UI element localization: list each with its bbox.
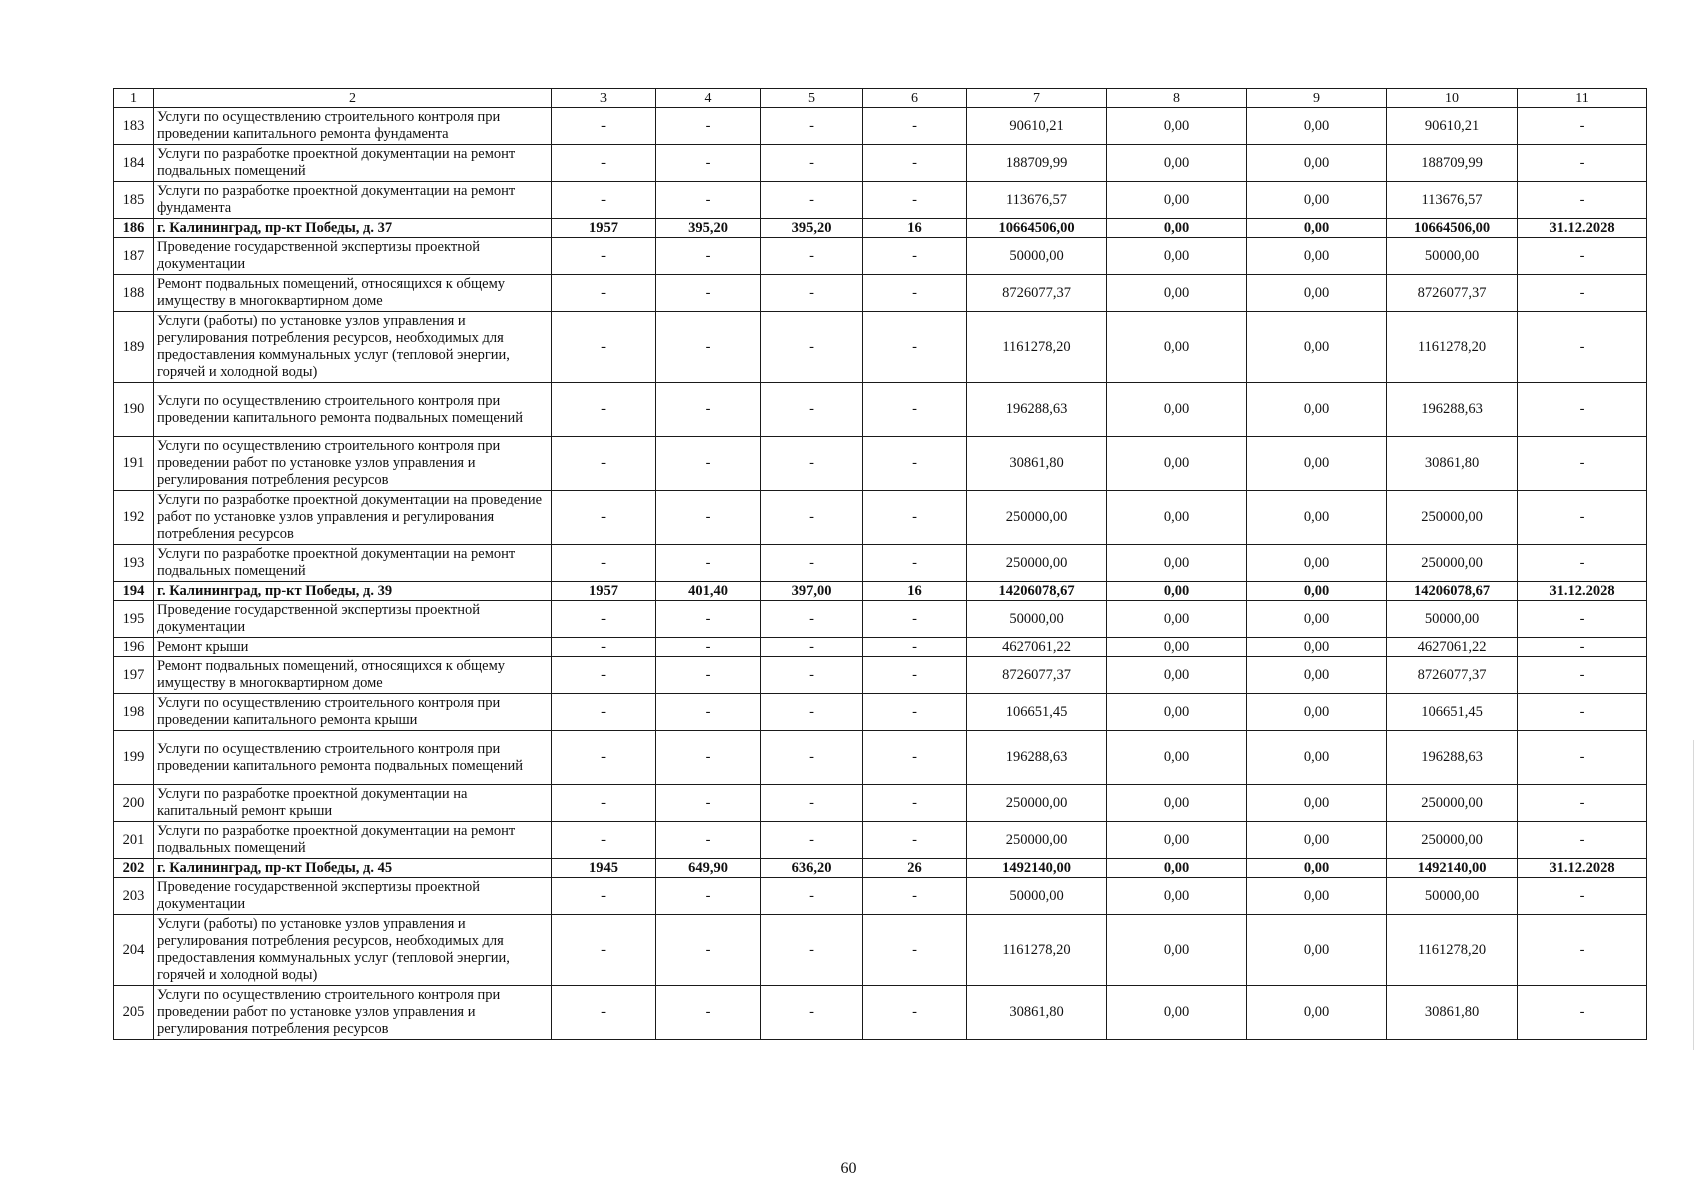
col-3-value: - [552,238,656,275]
col-8-value: 0,00 [1107,275,1247,312]
col-8-value: 0,00 [1107,878,1247,915]
col-4-value: - [656,915,761,986]
col-6-value: - [863,822,967,859]
col-3-value: - [552,182,656,219]
col-4-value: - [656,108,761,145]
page-number: 60 [840,1160,857,1177]
col-4-value: - [656,275,761,312]
col-3-value: - [552,545,656,582]
address-row [114,859,1647,878]
col-9-value: 0,00 [1247,694,1387,731]
work-description: г. Калининград, пр-кт Победы, д. 45 [154,859,552,878]
col-9-value: 0,00 [1247,238,1387,275]
col-7-cost: 188709,99 [967,145,1107,182]
col-10-cost: 250000,00 [1387,491,1518,545]
col-4-value: - [656,986,761,1040]
row-index: 203 [114,878,154,915]
col-5-value: - [761,238,863,275]
column-number-3: 3 [552,89,656,108]
col-7-cost: 30861,80 [967,437,1107,491]
col-6-value: 26 [863,859,967,878]
work-description: Ремонт крыши [154,638,552,657]
table-row [114,491,1647,545]
col-4-value: - [656,694,761,731]
col-11-deadline: 31.12.2028 [1518,219,1647,238]
column-number-7: 7 [967,89,1107,108]
col-8-value: 0,00 [1107,219,1247,238]
table-row [114,108,1647,145]
col-5-value: - [761,822,863,859]
col-11-deadline: - [1518,986,1647,1040]
col-4-value: - [656,657,761,694]
col-10-cost: 196288,63 [1387,731,1518,785]
col-6-value: - [863,491,967,545]
col-4-value: - [656,312,761,383]
col-5-value: - [761,108,863,145]
col-9-value: 0,00 [1247,986,1387,1040]
col-8-value: 0,00 [1107,915,1247,986]
col-4-value: - [656,545,761,582]
work-description: Услуги по осуществлению строительного контроля при проведении капитального ремонта крыши [154,694,552,731]
column-number-8: 8 [1107,89,1247,108]
row-index: 198 [114,694,154,731]
work-description: Проведение государственной экспертизы проектной документации [154,601,552,638]
row-index: 201 [114,822,154,859]
col-5-value: - [761,986,863,1040]
col-11-deadline: - [1518,601,1647,638]
row-index: 193 [114,545,154,582]
col-4-value: - [656,822,761,859]
work-description: Услуги по осуществлению строительного контроля при проведении капитального ремонта подвальных помещений [154,383,552,437]
col-8-value: 0,00 [1107,238,1247,275]
col-3-value: - [552,108,656,145]
col-7-cost: 1161278,20 [967,312,1107,383]
column-number-row [114,89,1647,108]
col-6-value: - [863,312,967,383]
col-11-deadline: - [1518,785,1647,822]
col-6-value: - [863,915,967,986]
col-8-value: 0,00 [1107,822,1247,859]
col-8-value: 0,00 [1107,657,1247,694]
col-9-value: 0,00 [1247,312,1387,383]
col-8-value: 0,00 [1107,545,1247,582]
work-description: Услуги по разработке проектной документации на ремонт подвальных помещений [154,145,552,182]
col-7-cost: 250000,00 [967,545,1107,582]
col-3-value: - [552,878,656,915]
col-5-value: - [761,785,863,822]
table-row [114,182,1647,219]
col-3-value: - [552,383,656,437]
work-description: Ремонт подвальных помещений, относящихся к общему имуществу в многоквартирном доме [154,275,552,312]
col-5-value: - [761,437,863,491]
col-3-value: - [552,491,656,545]
col-10-cost: 14206078,67 [1387,582,1518,601]
col-3-value: - [552,145,656,182]
table-row [114,383,1647,437]
col-7-cost: 10664506,00 [967,219,1107,238]
col-3-value: 1945 [552,859,656,878]
col-10-cost: 50000,00 [1387,238,1518,275]
col-4-value: - [656,437,761,491]
row-index: 188 [114,275,154,312]
table-row [114,638,1647,657]
col-9-value: 0,00 [1247,491,1387,545]
scan-edge-mark [1693,740,1694,1050]
col-9-value: 0,00 [1247,822,1387,859]
col-6-value: - [863,108,967,145]
col-6-value: - [863,601,967,638]
col-11-deadline: - [1518,108,1647,145]
work-description: Проведение государственной экспертизы проектной документации [154,878,552,915]
address-row [114,582,1647,601]
column-number-1: 1 [114,89,154,108]
col-3-value: - [552,986,656,1040]
work-description: Услуги (работы) по установке узлов управления и регулирования потребления ресурсов, необходимых для предоставления коммунальных услуг (тепловой энергии, горячей и холодной воды) [154,915,552,986]
col-11-deadline: - [1518,545,1647,582]
col-6-value: - [863,275,967,312]
table-row [114,657,1647,694]
table-header [114,89,1647,108]
col-8-value: 0,00 [1107,582,1247,601]
col-4-value: 649,90 [656,859,761,878]
col-6-value: - [863,545,967,582]
col-6-value: 16 [863,219,967,238]
col-10-cost: 250000,00 [1387,785,1518,822]
col-4-value: - [656,731,761,785]
column-number-11: 11 [1518,89,1647,108]
col-6-value: - [863,182,967,219]
col-7-cost: 90610,21 [967,108,1107,145]
work-description: Услуги по осуществлению строительного контроля при проведении капитального ремонта подвальных помещений [154,731,552,785]
col-10-cost: 30861,80 [1387,986,1518,1040]
work-description: Услуги по разработке проектной документации на ремонт фундамента [154,182,552,219]
col-7-cost: 30861,80 [967,986,1107,1040]
col-10-cost: 8726077,37 [1387,275,1518,312]
col-10-cost: 1161278,20 [1387,915,1518,986]
col-6-value: - [863,694,967,731]
col-9-value: 0,00 [1247,219,1387,238]
col-8-value: 0,00 [1107,182,1247,219]
work-description: Услуги по разработке проектной документации на ремонт подвальных помещений [154,822,552,859]
col-9-value: 0,00 [1247,657,1387,694]
col-11-deadline: - [1518,731,1647,785]
col-11-deadline: 31.12.2028 [1518,582,1647,601]
col-9-value: 0,00 [1247,915,1387,986]
col-8-value: 0,00 [1107,694,1247,731]
column-number-5: 5 [761,89,863,108]
col-5-value: 395,20 [761,219,863,238]
col-10-cost: 1492140,00 [1387,859,1518,878]
col-7-cost: 1492140,00 [967,859,1107,878]
table-row [114,601,1647,638]
row-index: 189 [114,312,154,383]
col-10-cost: 50000,00 [1387,601,1518,638]
col-8-value: 0,00 [1107,601,1247,638]
col-9-value: 0,00 [1247,182,1387,219]
row-index: 195 [114,601,154,638]
table-row [114,238,1647,275]
col-11-deadline: - [1518,491,1647,545]
col-11-deadline: - [1518,878,1647,915]
column-number-6: 6 [863,89,967,108]
col-6-value: - [863,986,967,1040]
col-11-deadline: - [1518,182,1647,219]
col-4-value: 401,40 [656,582,761,601]
col-8-value: 0,00 [1107,859,1247,878]
row-index: 184 [114,145,154,182]
table-row [114,878,1647,915]
col-11-deadline: - [1518,657,1647,694]
col-7-cost: 196288,63 [967,731,1107,785]
col-6-value: - [863,785,967,822]
row-index: 183 [114,108,154,145]
col-5-value: - [761,545,863,582]
col-6-value: 16 [863,582,967,601]
table-row [114,915,1647,986]
col-11-deadline: - [1518,312,1647,383]
col-7-cost: 14206078,67 [967,582,1107,601]
col-3-value: - [552,601,656,638]
col-9-value: 0,00 [1247,731,1387,785]
row-index: 204 [114,915,154,986]
col-9-value: 0,00 [1247,437,1387,491]
col-3-value: 1957 [552,582,656,601]
table-row [114,822,1647,859]
col-10-cost: 8726077,37 [1387,657,1518,694]
work-description: Услуги по разработке проектной документации на проведение работ по установке узлов управления и регулирования потребления ресурсов [154,491,552,545]
col-11-deadline: 31.12.2028 [1518,859,1647,878]
col-6-value: - [863,731,967,785]
col-3-value: - [552,915,656,986]
address-row [114,219,1647,238]
col-5-value: - [761,383,863,437]
row-index: 185 [114,182,154,219]
work-description: г. Калининград, пр-кт Победы, д. 37 [154,219,552,238]
col-9-value: 0,00 [1247,601,1387,638]
table-row [114,545,1647,582]
col-3-value: - [552,312,656,383]
col-5-value: - [761,275,863,312]
col-7-cost: 196288,63 [967,383,1107,437]
col-4-value: - [656,785,761,822]
col-8-value: 0,00 [1107,437,1247,491]
work-description: Ремонт подвальных помещений, относящихся к общему имуществу в многоквартирном доме [154,657,552,694]
col-8-value: 0,00 [1107,785,1247,822]
column-number-9: 9 [1247,89,1387,108]
col-6-value: - [863,638,967,657]
col-10-cost: 10664506,00 [1387,219,1518,238]
col-3-value: - [552,275,656,312]
col-6-value: - [863,437,967,491]
col-9-value: 0,00 [1247,545,1387,582]
work-description: Услуги по разработке проектной документации на капитальный ремонт крыши [154,785,552,822]
col-8-value: 0,00 [1107,108,1247,145]
col-10-cost: 50000,00 [1387,878,1518,915]
table-row [114,275,1647,312]
work-description: г. Калининград, пр-кт Победы, д. 39 [154,582,552,601]
col-3-value: 1957 [552,219,656,238]
work-description: Проведение государственной экспертизы проектной документации [154,238,552,275]
col-5-value: 397,00 [761,582,863,601]
col-9-value: 0,00 [1247,878,1387,915]
col-7-cost: 113676,57 [967,182,1107,219]
col-11-deadline: - [1518,238,1647,275]
col-7-cost: 50000,00 [967,878,1107,915]
col-8-value: 0,00 [1107,731,1247,785]
col-9-value: 0,00 [1247,383,1387,437]
col-11-deadline: - [1518,822,1647,859]
col-5-value: - [761,694,863,731]
col-11-deadline: - [1518,145,1647,182]
col-4-value: - [656,491,761,545]
col-10-cost: 250000,00 [1387,545,1518,582]
col-5-value: - [761,915,863,986]
col-3-value: - [552,694,656,731]
column-number-10: 10 [1387,89,1518,108]
col-7-cost: 250000,00 [967,491,1107,545]
table-row [114,312,1647,383]
col-11-deadline: - [1518,638,1647,657]
col-5-value: 636,20 [761,859,863,878]
col-9-value: 0,00 [1247,108,1387,145]
col-5-value: - [761,182,863,219]
col-4-value: - [656,145,761,182]
row-index: 196 [114,638,154,657]
col-4-value: - [656,601,761,638]
work-description: Услуги по осуществлению строительного контроля при проведении работ по установке узлов управления и регулирования потребления ресурсов [154,986,552,1040]
col-10-cost: 196288,63 [1387,383,1518,437]
col-3-value: - [552,822,656,859]
col-7-cost: 50000,00 [967,601,1107,638]
col-4-value: - [656,638,761,657]
row-index: 200 [114,785,154,822]
col-9-value: 0,00 [1247,638,1387,657]
col-5-value: - [761,731,863,785]
col-10-cost: 90610,21 [1387,108,1518,145]
col-10-cost: 113676,57 [1387,182,1518,219]
work-description: Услуги по осуществлению строительного контроля при проведении работ по установке узлов управления и регулирования потребления ресурсов [154,437,552,491]
col-4-value: - [656,383,761,437]
col-9-value: 0,00 [1247,785,1387,822]
col-7-cost: 8726077,37 [967,275,1107,312]
row-index: 190 [114,383,154,437]
table-row [114,785,1647,822]
col-8-value: 0,00 [1107,638,1247,657]
row-index: 202 [114,859,154,878]
col-11-deadline: - [1518,383,1647,437]
col-9-value: 0,00 [1247,145,1387,182]
col-6-value: - [863,145,967,182]
col-6-value: - [863,383,967,437]
col-8-value: 0,00 [1107,145,1247,182]
table-row [114,731,1647,785]
row-index: 199 [114,731,154,785]
col-5-value: - [761,312,863,383]
col-5-value: - [761,601,863,638]
table-body [114,108,1647,1040]
col-4-value: - [656,182,761,219]
col-9-value: 0,00 [1247,582,1387,601]
work-description: Услуги по осуществлению строительного контроля при проведении капитального ремонта фундамента [154,108,552,145]
col-7-cost: 106651,45 [967,694,1107,731]
col-10-cost: 30861,80 [1387,437,1518,491]
row-index: 205 [114,986,154,1040]
col-3-value: - [552,437,656,491]
table-row [114,694,1647,731]
col-11-deadline: - [1518,275,1647,312]
col-5-value: - [761,657,863,694]
col-3-value: - [552,638,656,657]
col-7-cost: 250000,00 [967,785,1107,822]
col-8-value: 0,00 [1107,491,1247,545]
table-row [114,437,1647,491]
table-row [114,145,1647,182]
col-10-cost: 188709,99 [1387,145,1518,182]
column-number-4: 4 [656,89,761,108]
col-9-value: 0,00 [1247,275,1387,312]
row-index: 187 [114,238,154,275]
repair-works-table [113,88,1647,1040]
col-7-cost: 8726077,37 [967,657,1107,694]
col-10-cost: 1161278,20 [1387,312,1518,383]
row-index: 192 [114,491,154,545]
col-11-deadline: - [1518,694,1647,731]
col-6-value: - [863,238,967,275]
table-row [114,986,1647,1040]
row-index: 186 [114,219,154,238]
col-5-value: - [761,638,863,657]
work-description: Услуги (работы) по установке узлов управления и регулирования потребления ресурсов, необходимых для предоставления коммунальных услуг (тепловой энергии, горячей и холодной воды) [154,312,552,383]
col-6-value: - [863,878,967,915]
row-index: 191 [114,437,154,491]
col-5-value: - [761,878,863,915]
col-10-cost: 4627061,22 [1387,638,1518,657]
col-10-cost: 106651,45 [1387,694,1518,731]
col-4-value: 395,20 [656,219,761,238]
col-11-deadline: - [1518,915,1647,986]
col-8-value: 0,00 [1107,383,1247,437]
col-7-cost: 50000,00 [967,238,1107,275]
row-index: 194 [114,582,154,601]
col-7-cost: 4627061,22 [967,638,1107,657]
col-3-value: - [552,657,656,694]
col-9-value: 0,00 [1247,859,1387,878]
col-7-cost: 1161278,20 [967,915,1107,986]
col-3-value: - [552,785,656,822]
col-3-value: - [552,731,656,785]
col-5-value: - [761,145,863,182]
column-number-2: 2 [154,89,552,108]
col-8-value: 0,00 [1107,312,1247,383]
col-10-cost: 250000,00 [1387,822,1518,859]
col-5-value: - [761,491,863,545]
col-6-value: - [863,657,967,694]
col-4-value: - [656,878,761,915]
row-index: 197 [114,657,154,694]
col-4-value: - [656,238,761,275]
col-11-deadline: - [1518,437,1647,491]
col-7-cost: 250000,00 [967,822,1107,859]
work-description: Услуги по разработке проектной документации на ремонт подвальных помещений [154,545,552,582]
col-8-value: 0,00 [1107,986,1247,1040]
